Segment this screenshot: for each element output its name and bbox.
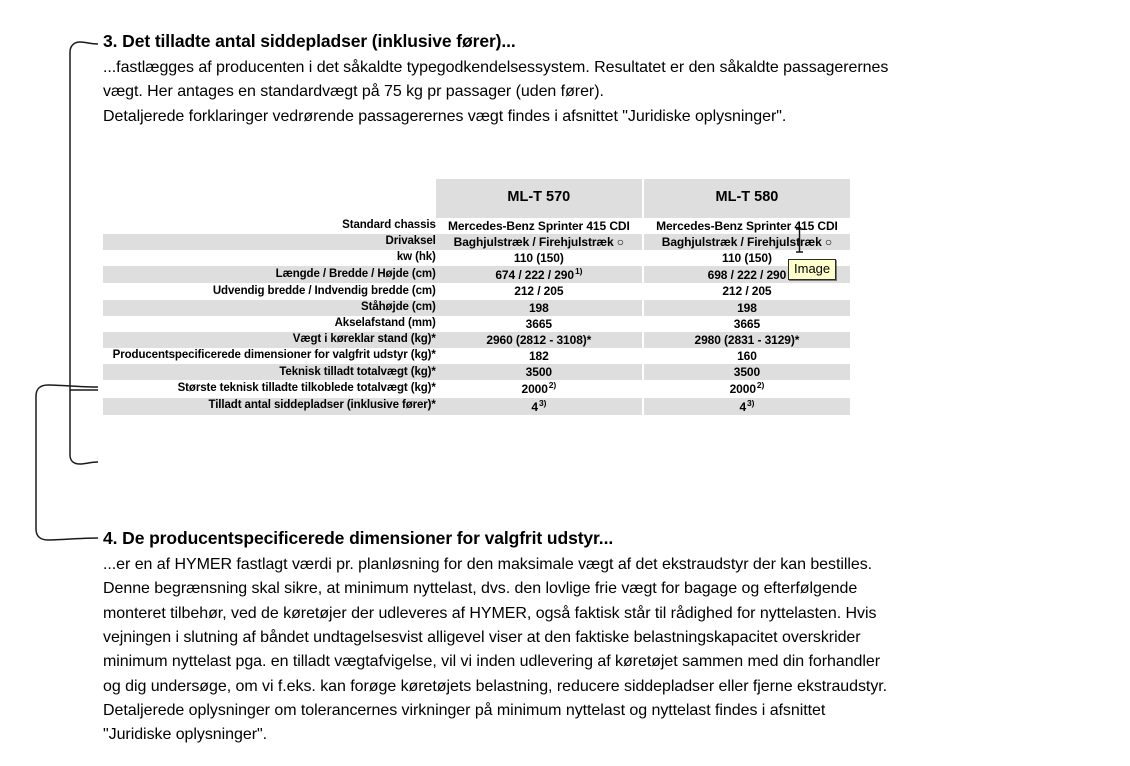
row-value-akselafstand-570: 3665 — [436, 316, 642, 332]
row-value-tilladt-antal-siddepladser-580 — [644, 398, 850, 415]
row-value-akselafstand-580: 3665 — [644, 316, 850, 332]
table-row — [103, 398, 850, 415]
value-text: 674 / 222 / 290 — [495, 268, 574, 283]
table-header-row — [103, 179, 850, 218]
table-row — [103, 266, 850, 283]
bracket-section-4 — [36, 385, 98, 540]
row-value-vaegt-koereklar-stand-570: 2960 (2812 - 3108)* — [436, 332, 642, 348]
section-4-line-2: Denne begrænsning skal sikre, at minimum nyttelast, dvs. den lovlige frie vægt for bagage og efterfølgende — [103, 580, 858, 598]
row-label-udvendig-indvendig-bredde: Udvendig bredde / Indvendig bredde (cm) — [103, 283, 436, 299]
section-3-line-3: Detaljerede forklaringer vedrørende passagerernes vægt findes i afsnittet "Juridiske oplysninger". — [103, 107, 787, 125]
section-3-heading: 3. Det tilladte antal siddepladser (inklusive fører)... — [103, 31, 516, 51]
section-4-line-6: og dig undersøge, om vi f.eks. kan forøge køretøjets belastning, reducere siddepladser eller fjerne ekstraudstyr. — [103, 677, 888, 695]
section-4-heading: 4. De producentspecificerede dimensioner for valgfrit udstyr... — [103, 528, 614, 548]
footnote-marker: 2) — [548, 380, 557, 391]
row-value-tilladt-antal-siddepladser-570 — [436, 398, 642, 415]
row-value-kw-hk-570: 110 (150) — [436, 250, 642, 266]
table-row — [103, 218, 850, 234]
footnote-marker: 1) — [574, 266, 583, 277]
row-value-laengde-bredde-hoejde-570 — [436, 266, 642, 283]
row-value-standard-chassis-580: Mercedes-Benz Sprinter 415 CDI — [644, 218, 850, 234]
section-4-line-8: "Juridiske oplysninger". — [103, 726, 268, 744]
footnote-marker: 2) — [756, 380, 765, 391]
row-value-stoerste-tilkoblede-totalvaegt-570 — [436, 380, 642, 397]
row-value-drivaksel-570: Baghjulstræk / Firehjulstræk ○ — [436, 234, 642, 250]
table-row — [103, 234, 850, 250]
row-value-laengde-bredde-hoejde-580: 698 / 222 / 290 — [644, 266, 850, 283]
row-value-teknisk-tilladt-totalvaegt-580: 3500 — [644, 364, 850, 380]
row-value-stoerste-tilkoblede-totalvaegt-580 — [644, 380, 850, 397]
section-4-body — [103, 553, 1063, 748]
section-4-line-4: vejningen i slutning af båndet undtagelsesvist alligevel viser at den faktiske belastningskapacitet overskrider — [103, 629, 861, 647]
table-row — [103, 316, 850, 332]
section-3-line-2: vægt. Her antages en standardvægt på 75 kg pr passager (uden fører). — [103, 83, 604, 101]
row-label-drivaksel: Drivaksel — [103, 234, 436, 250]
section-4-line-1: ...er en af HYMER fastlagt værdi pr. planløsning for den maksimale vægt af det ekstraudstyr der kan bestilles. — [103, 556, 873, 574]
row-label-kw-hk: kw (hk) — [103, 250, 436, 266]
section-4-line-3: monteret tilbehør, ved de køretøjer der udleveres af HYMER, også faktisk står til rådighed for nyttelasten. Hvis — [103, 604, 877, 622]
row-value-standard-chassis-570: Mercedes-Benz Sprinter 415 CDI — [436, 218, 642, 234]
text-cursor-icon — [795, 228, 804, 253]
value-text: 4 — [739, 399, 747, 414]
header-blank-cell — [103, 179, 436, 218]
section-3-line-1: ...fastlægges af producenten i det såkaldte typegodkendelsessystem. Resultatet er den såkaldte passagerernes — [103, 59, 889, 77]
footnote-marker: 3) — [747, 397, 755, 408]
row-label-staahoejde: Ståhøjde (cm) — [103, 300, 436, 316]
row-value-producentspecificerede-dimensioner-580: 160 — [644, 348, 850, 364]
header-model-ml-t-580: ML-T 580 — [644, 179, 850, 218]
value-text: 2000 — [729, 382, 756, 397]
row-value-teknisk-tilladt-totalvaegt-570: 3500 — [436, 364, 642, 380]
table-row — [103, 364, 850, 380]
row-label-teknisk-tilladt-totalvaegt: Teknisk tilladt totalvægt (kg)* — [103, 364, 436, 380]
row-value-drivaksel-580: Baghjulstræk / Firehjulstræk ○ — [644, 234, 850, 250]
row-value-udvendig-indvendig-bredde-570: 212 / 205 — [436, 283, 642, 299]
footnote-marker: 3) — [538, 397, 547, 408]
row-label-standard-chassis: Standard chassis — [103, 218, 436, 234]
row-value-producentspecificerede-dimensioner-570: 182 — [436, 348, 642, 364]
section-4 — [103, 527, 1063, 748]
section-3-body — [103, 56, 1053, 129]
image-tooltip-label: Image — [794, 261, 831, 276]
value-text: 4 — [531, 399, 538, 414]
row-label-producentspecificerede-dimensioner: Producentspecificerede dimensioner for valgfrit udstyr (kg)* — [103, 348, 436, 364]
table-row — [103, 283, 850, 299]
table-row — [103, 332, 850, 348]
image-tooltip — [788, 259, 836, 280]
table-row — [103, 348, 850, 364]
section-4-line-7: Detaljerede oplysninger om tolerancernes virkninger på minimum nyttelast og nyttelast findes i afsnittet — [103, 701, 826, 719]
row-value-kw-hk-580: 110 (150) — [644, 250, 850, 266]
table-row — [103, 380, 850, 397]
row-value-staahoejde-580: 198 — [644, 300, 850, 316]
table-row — [103, 300, 850, 316]
section-3 — [103, 30, 1053, 129]
vehicle-spec-table — [103, 179, 850, 415]
section-4-line-5: minimum nyttelast pga. en tilladt vægtafvigelse, vil vi inden udlevering af køretøjet sammen med din forhandler — [103, 653, 881, 671]
row-label-tilladt-antal-siddepladser: Tilladt antal siddepladser (inklusive fører)* — [103, 398, 436, 415]
table-row — [103, 250, 850, 266]
row-label-stoerste-tilkoblede-totalvaegt: Største teknisk tilladte tilkoblede totalvægt (kg)* — [103, 380, 436, 397]
row-label-laengde-bredde-hoejde: Længde / Bredde / Højde (cm) — [103, 266, 436, 283]
header-model-ml-t-570: ML-T 570 — [436, 179, 642, 218]
value-text: 2000 — [521, 382, 548, 397]
row-label-vaegt-koereklar-stand: Vægt i køreklar stand (kg)* — [103, 332, 436, 348]
row-value-staahoejde-570: 198 — [436, 300, 642, 316]
bracket-section-3 — [70, 42, 98, 464]
row-label-akselafstand: Akselafstand (mm) — [103, 316, 436, 332]
row-value-udvendig-indvendig-bredde-580: 212 / 205 — [644, 283, 850, 299]
row-value-vaegt-koereklar-stand-580: 2980 (2831 - 3129)* — [644, 332, 850, 348]
